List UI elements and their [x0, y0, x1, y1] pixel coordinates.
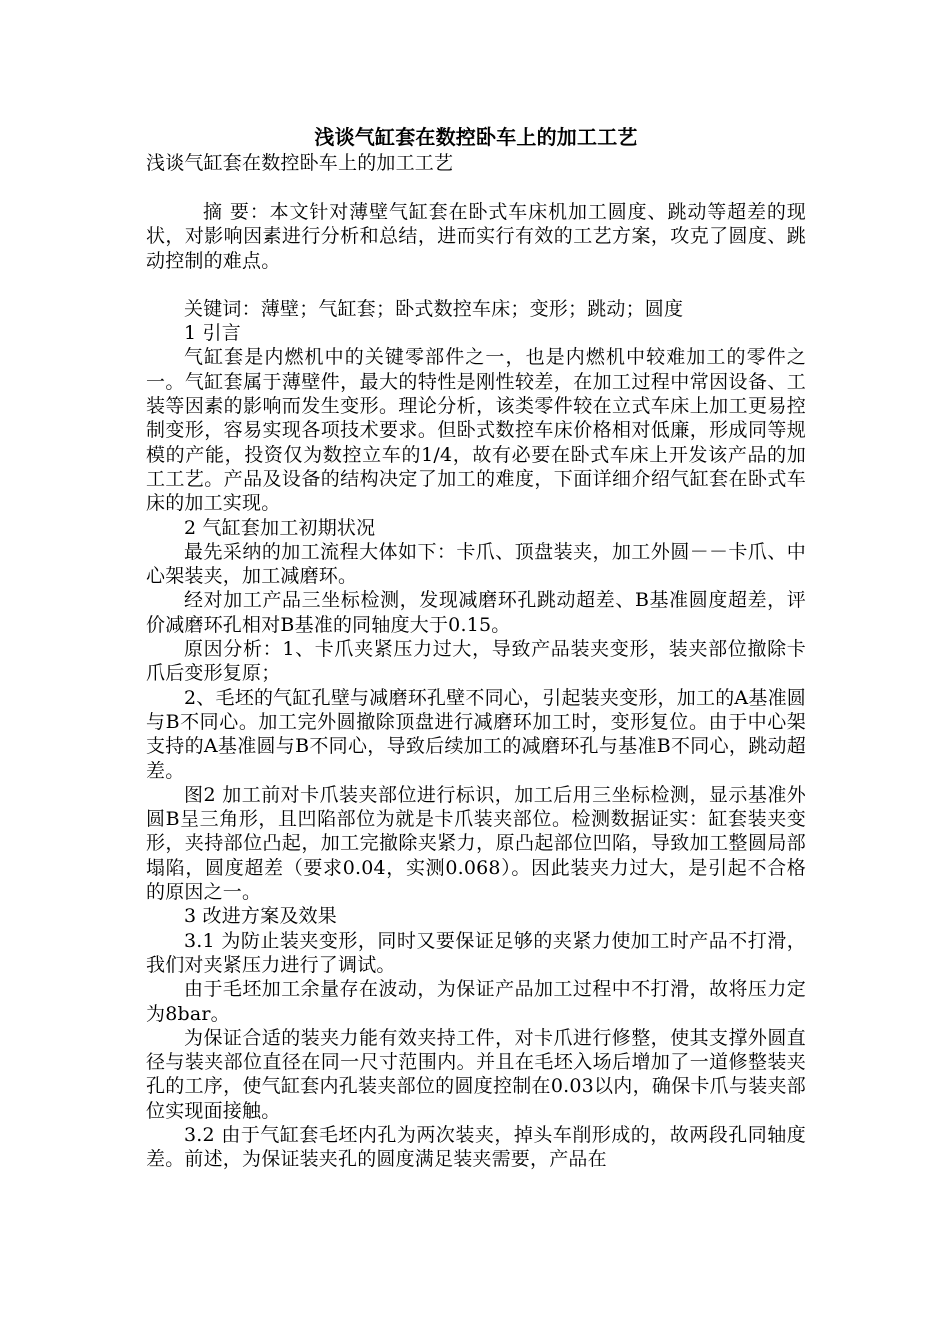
section-heading-1: 1 引言 [184, 322, 241, 345]
spacer [146, 176, 806, 200]
paragraph: 由于毛坯加工余量存在波动，为保证产品加工过程中不打滑，故将压力定为8bar。 [146, 978, 806, 1025]
paragraph: 最先采纳的加工流程大体如下：卡爪、顶盘装夹，加工外圆－－卡爪、中心架装夹，加工减磨环。 [146, 540, 806, 588]
section-heading-2: 2 气缸套加工初期状况 [184, 516, 376, 539]
spacer [146, 273, 806, 297]
paragraph: 3.2 由于气缸套毛坯内孔为两次装夹，掉头车削形成的，故两段孔同轴度差。前述，为保证装夹孔的圆度满足装夹需要，产品在 [146, 1123, 806, 1171]
paragraph: 图2 加工前对卡爪装夹部位进行标识，加工后用三坐标检测，显示基准外圆B呈三角形，且凹陷部位为就是卡爪装夹部位。检测数据证实：缸套装夹变形，夹持部位凸起，加工完撤除夹紧力，原凸起部位凹陷，导致加工整圆局部塌陷，圆度超差（要求0.04，实测0.068）。因此装夹力过大，是引起不合格的原因之一。 [146, 783, 806, 904]
paragraph: 原因分析：1、卡爪夹紧压力过大，导致产品装夹变形，装夹部位撤除卡爪后变形复原； [146, 638, 806, 685]
document-subtitle: 浅谈气缸套在数控卧车上的加工工艺 [146, 152, 454, 174]
document-title: 浅谈气缸套在数控卧车上的加工工艺 [314, 125, 638, 149]
paragraph: 气缸套是内燃机中的关键零部件之一，也是内燃机中较难加工的零件之一。气缸套属于薄壁件，最大的特性是刚性较差，在加工过程中常因设备、工装等因素的影响而发生变形。理论分析，该类零件较在立式车床上加工更易控制变形，容易实现各项技术要求。但卧式数控车床价格相对低廉，形成同等规模的产能，投资仅为数控立车的1/4，故有必要在卧式车床上开发该产品的加工工艺。产品及设备的结构决定了加工的难度，下面详细介绍气缸套在卧式车床的加工实现。 [146, 346, 806, 515]
document-body [146, 124, 806, 1172]
paragraph: 2、毛坯的气缸孔壁与减磨环孔壁不同心，引起装夹变形，加工的A基准圆与B不同心。加工完外圆撤除顶盘进行减磨环加工时，变形复位。由于中心架支持的A基准圆与B不同心，导致后续加工的减磨环孔与基准B不同心，跳动超差。 [146, 686, 806, 782]
keywords-line: 关键词：薄壁；气缸套；卧式数控车床；变形；跳动；圆度 [184, 297, 684, 320]
paragraph: 经对加工产品三坐标检测，发现减磨环孔跳动超差、B基准圆度超差，评价减磨环孔相对B基准的同轴度大于0.15。 [146, 589, 806, 636]
paragraph: 为保证合适的装夹力能有效夹持工件，对卡爪进行修整，使其支撑外圆直径与装夹部位直径在同一尺寸范围内。并且在毛坯入场后增加了一道修整装夹孔的工序，使气缸套内孔装夹部位的圆度控制在0.03以内，确保卡爪与装夹部位实现面接触。 [146, 1026, 806, 1122]
section-heading-3: 3 改进方案及效果 [184, 905, 337, 928]
paragraph: 3.1 为防止装夹变形，同时又要保证足够的夹紧力使加工时产品不打滑，我们对夹紧压力进行了调试。 [146, 929, 806, 976]
abstract-paragraph: 摘 要：本文针对薄壁气缸套在卧式车床机加工圆度、跳动等超差的现状，对影响因素进行分析和总结，进而实行有效的工艺方案，攻克了圆度、跳动控制的难点。 [146, 201, 806, 272]
